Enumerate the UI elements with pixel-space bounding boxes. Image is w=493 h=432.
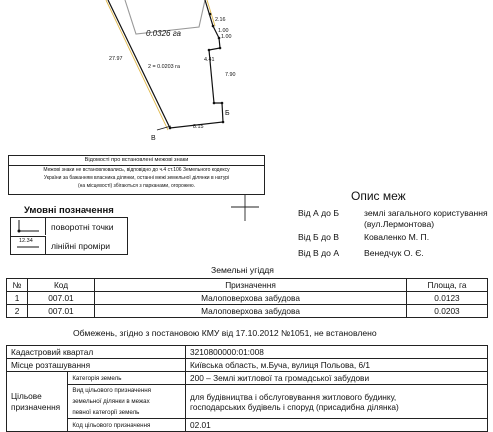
crosshair-mark — [231, 194, 259, 221]
purpose-label — [7, 372, 68, 432]
description-from-2: Від Б до В — [298, 232, 339, 242]
land-table-header — [7, 279, 488, 292]
dim-label-2: 2.16 — [215, 17, 226, 23]
use-label-line-2: земельної ділянки в межах — [72, 398, 150, 405]
row-area: 0.0123 — [407, 292, 488, 305]
measure-line-icon — [11, 237, 45, 253]
row-code: 007.01 — [28, 292, 95, 305]
area-label-top: 0.0326 га — [146, 29, 181, 38]
point-label-v: В — [151, 135, 156, 142]
info-row-category — [7, 372, 488, 385]
info-row-use — [7, 385, 488, 419]
description-from-3: Від В до А — [298, 248, 340, 258]
linear-measure-symbol — [11, 236, 46, 254]
location-value: Київська область, м.Буча, вулиця Польова, 6/1 — [186, 359, 488, 372]
description-title: Опис меж — [351, 189, 406, 203]
dim-label-6: 7.90 — [225, 72, 236, 78]
row-purpose: Малоповерхова забудова — [95, 305, 407, 318]
boundary-note-title: Відомості про встановлені межові знаки — [9, 156, 264, 166]
category-label: Категорія земель — [68, 372, 186, 385]
row-code: 007.01 — [28, 305, 95, 318]
parcel-info-table — [6, 345, 488, 432]
row-number: 2 — [7, 305, 28, 318]
legend-box — [10, 217, 128, 255]
point-label-b: Б — [225, 110, 230, 117]
use-value-line-1: для будівництва і обслуговування житлового будинку, — [190, 391, 397, 402]
info-row-cadastral — [7, 346, 488, 359]
header-area: Площа, га — [407, 279, 488, 292]
dim-label-5: 4.41 — [204, 57, 215, 63]
dim-label-4: 1.00 — [221, 34, 232, 40]
legend-title: Умовні позначення — [24, 205, 114, 216]
table-row — [7, 292, 488, 305]
table-row — [7, 305, 488, 318]
restriction-note: Обмежень, згідно з постановою КМУ від 17.10.2012 №1051, не встановлено — [73, 328, 377, 338]
category-value: 200 – Землі житлової та громадської забудови — [186, 372, 488, 385]
boundary-note-line-2: України за бажанням власника ділянки, останні межі земельної ділянки в натурі — [43, 175, 230, 181]
header-code: Код — [28, 279, 95, 292]
header-purpose: Призначення — [95, 279, 407, 292]
row-purpose: Малоповерхова забудова — [95, 292, 407, 305]
dim-label-1: 27.97 — [109, 56, 123, 62]
legend-label-turning-points: поворотні точки — [51, 222, 114, 232]
boundary-marks-note — [8, 155, 265, 195]
purpose-label-line-1: Цільове — [11, 390, 42, 401]
code-label: Код цільового призначення — [68, 419, 186, 432]
location-label: Місце розташування — [7, 359, 186, 372]
boundary-note-line-1: Межові знаки не встановлювались, відповідно до ч.4 ст.106 Земельного кодексу — [43, 167, 230, 173]
turning-point-symbol — [11, 218, 46, 235]
header-number: № — [7, 279, 28, 292]
purpose-label-line-2: призначення — [11, 401, 61, 412]
land-use-table — [6, 278, 488, 318]
use-value — [186, 385, 488, 419]
info-row-code — [7, 419, 488, 432]
land-table-title: Земельні угіддя — [211, 265, 274, 275]
description-text-1b: (вул.Лермонтова) — [364, 219, 435, 229]
description-from-1: Від А до Б — [298, 208, 339, 218]
dim-label-3: 1.00 — [218, 28, 229, 34]
use-label-line-3: певної категорії земель — [72, 409, 140, 416]
description-text-3: Венедчук О. Є. — [364, 248, 424, 258]
row-area: 0.0203 — [407, 305, 488, 318]
linear-measure-sample: 12.34 — [19, 238, 33, 244]
use-label-line-1: Вид цільового призначення — [72, 387, 152, 394]
area-label-parcel: 2 = 0.0203 га — [148, 64, 180, 70]
legend-label-linear-measures: лінійні проміри — [51, 241, 111, 251]
cadastral-value: 3210800000:01:008 — [186, 346, 488, 359]
description-text-1: землі загального користування — [364, 208, 488, 218]
info-row-location — [7, 359, 488, 372]
use-value-line-2: господарських будівель і споруд (присадибна ділянка) — [190, 401, 399, 412]
code-value: 02.01 — [186, 419, 488, 432]
turning-point-icon — [11, 218, 45, 235]
dim-label-7: 8.15 — [193, 124, 204, 130]
description-text-2: Коваленко М. П. — [364, 232, 430, 242]
cadastral-label: Кадастровий квартал — [7, 346, 186, 359]
row-number: 1 — [7, 292, 28, 305]
use-label — [68, 385, 186, 419]
boundary-note-line-3: (на місцевості) збігаються з парканами, огорожею. — [77, 183, 196, 189]
